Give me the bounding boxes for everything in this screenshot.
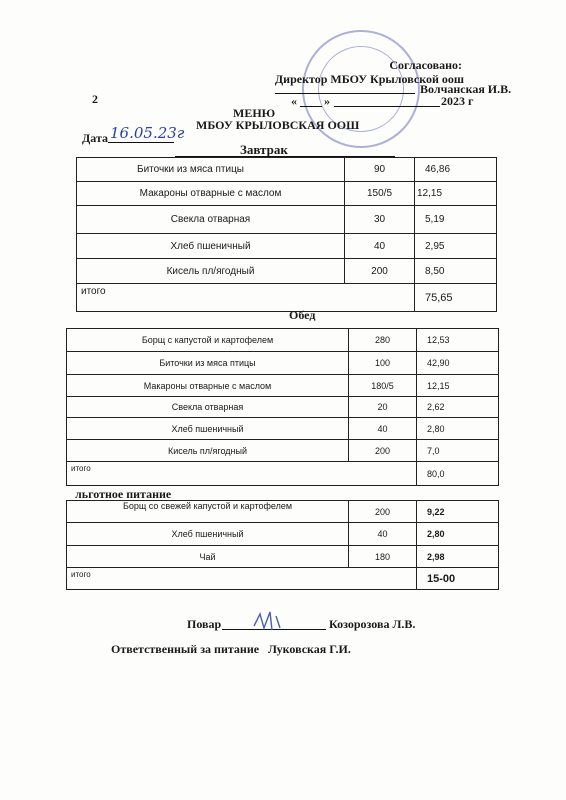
date-label: Дата	[82, 131, 108, 145]
total-label: итого	[67, 568, 417, 590]
approval-year: 2023 г	[441, 94, 474, 108]
cook-label: Повар	[187, 617, 222, 631]
table-row	[67, 329, 499, 352]
total-price: 15-00	[417, 568, 499, 590]
dish-price: 9,22	[417, 501, 499, 523]
approval-day-line	[300, 106, 322, 107]
table-row-total	[77, 284, 497, 312]
dish-qty: 150/5	[345, 182, 415, 206]
dish-price: 2,98	[417, 546, 499, 568]
table-row	[67, 397, 499, 418]
dish-qty: 40	[345, 234, 415, 259]
dish-price: 12,15	[417, 375, 499, 397]
table-row-total	[67, 568, 499, 590]
dish-qty: 180	[349, 546, 417, 568]
table-row	[67, 375, 499, 397]
dish-price: 2,80	[417, 418, 499, 440]
dish-qty: 30	[345, 206, 415, 234]
dish-name: Макароны отварные с маслом	[67, 375, 349, 397]
dish-name: Макароны отварные с маслом	[77, 182, 345, 206]
table-row	[67, 440, 499, 462]
breakfast-table	[76, 157, 497, 312]
dish-qty: 180/5	[349, 375, 417, 397]
responsible-name: Луковская Г.И.	[268, 642, 351, 656]
director-name: Волчанская И.В.	[420, 82, 512, 96]
dish-qty: 40	[349, 523, 417, 546]
dish-name: Биточки из мяса птицы	[67, 352, 349, 375]
benefit-table	[66, 500, 499, 590]
table-row	[67, 352, 499, 375]
dish-qty: 100	[349, 352, 417, 375]
table-row	[77, 158, 497, 182]
dish-name: Хлеб пшеничный	[77, 234, 345, 259]
dish-qty: 200	[349, 440, 417, 462]
dish-name: Хлеб пшеничный	[67, 418, 349, 440]
breakfast-title: Завтрак	[240, 142, 288, 157]
table-row	[77, 182, 497, 206]
total-label: итого	[77, 284, 415, 312]
dish-qty: 280	[349, 329, 417, 352]
dish-price: 8,50	[415, 259, 497, 284]
table-row	[77, 206, 497, 234]
dish-name: Хлеб пшеничный	[67, 523, 349, 546]
total-price: 75,65	[415, 284, 497, 312]
dish-qty: 40	[349, 418, 417, 440]
date-value: 16.05.23г	[110, 124, 185, 142]
approval-month-line	[334, 106, 440, 107]
dish-name: Кисель пл/ягодный	[67, 440, 349, 462]
dish-qty: 90	[345, 158, 415, 182]
dish-name: Чай	[67, 546, 349, 568]
school-name: МБОУ КРЫЛОВСКАЯ ООШ	[196, 118, 360, 132]
dish-price: 12,53	[417, 329, 499, 352]
table-row	[67, 501, 499, 523]
table-row	[67, 523, 499, 546]
dish-name: Борщ со свежей капустой и картофелем	[67, 501, 349, 523]
total-price: 80,0	[417, 462, 499, 486]
dish-price: 12,15	[415, 182, 497, 206]
dish-price: 2,80	[417, 523, 499, 546]
dish-price: 2,62	[417, 397, 499, 418]
dish-name: Свекла отварная	[77, 206, 345, 234]
approval-date-quote-open: «	[291, 94, 297, 108]
approval-director-title: Директор МБОУ Крыловской оош	[274, 72, 464, 86]
cook-name: Козорозова Л.В.	[329, 617, 416, 631]
lunch-table	[66, 328, 499, 486]
dish-price: 2,95	[415, 234, 497, 259]
dish-qty: 200	[349, 501, 417, 523]
menu-title: МЕНЮ	[233, 106, 276, 120]
table-row	[77, 234, 497, 259]
approval-date-quote-close: »	[324, 94, 330, 108]
dish-qty: 200	[345, 259, 415, 284]
dish-qty: 20	[349, 397, 417, 418]
dish-price: 46,86	[415, 158, 497, 182]
dish-price: 7,0	[417, 440, 499, 462]
benefit-title: льготное питание	[75, 487, 172, 501]
total-label: итого	[67, 462, 417, 486]
table-row	[67, 546, 499, 568]
date-underline	[108, 142, 174, 143]
responsible-label: Ответственный за питание	[111, 642, 260, 656]
table-row-total	[67, 462, 499, 486]
page-number: 2	[92, 92, 98, 106]
approval-label: Согласовано:	[389, 58, 462, 72]
dish-price: 5,19	[415, 206, 497, 234]
table-row	[77, 259, 497, 284]
dish-price: 42,90	[417, 352, 499, 375]
cook-signature	[250, 608, 290, 634]
dish-name: Кисель пл/ягодный	[77, 259, 345, 284]
dish-name: Борщ с капустой и картофелем	[67, 329, 349, 352]
lunch-title: Обед	[289, 308, 316, 322]
table-row	[67, 418, 499, 440]
dish-name: Свекла отварная	[67, 397, 349, 418]
dish-name: Биточки из мяса птицы	[77, 158, 345, 182]
